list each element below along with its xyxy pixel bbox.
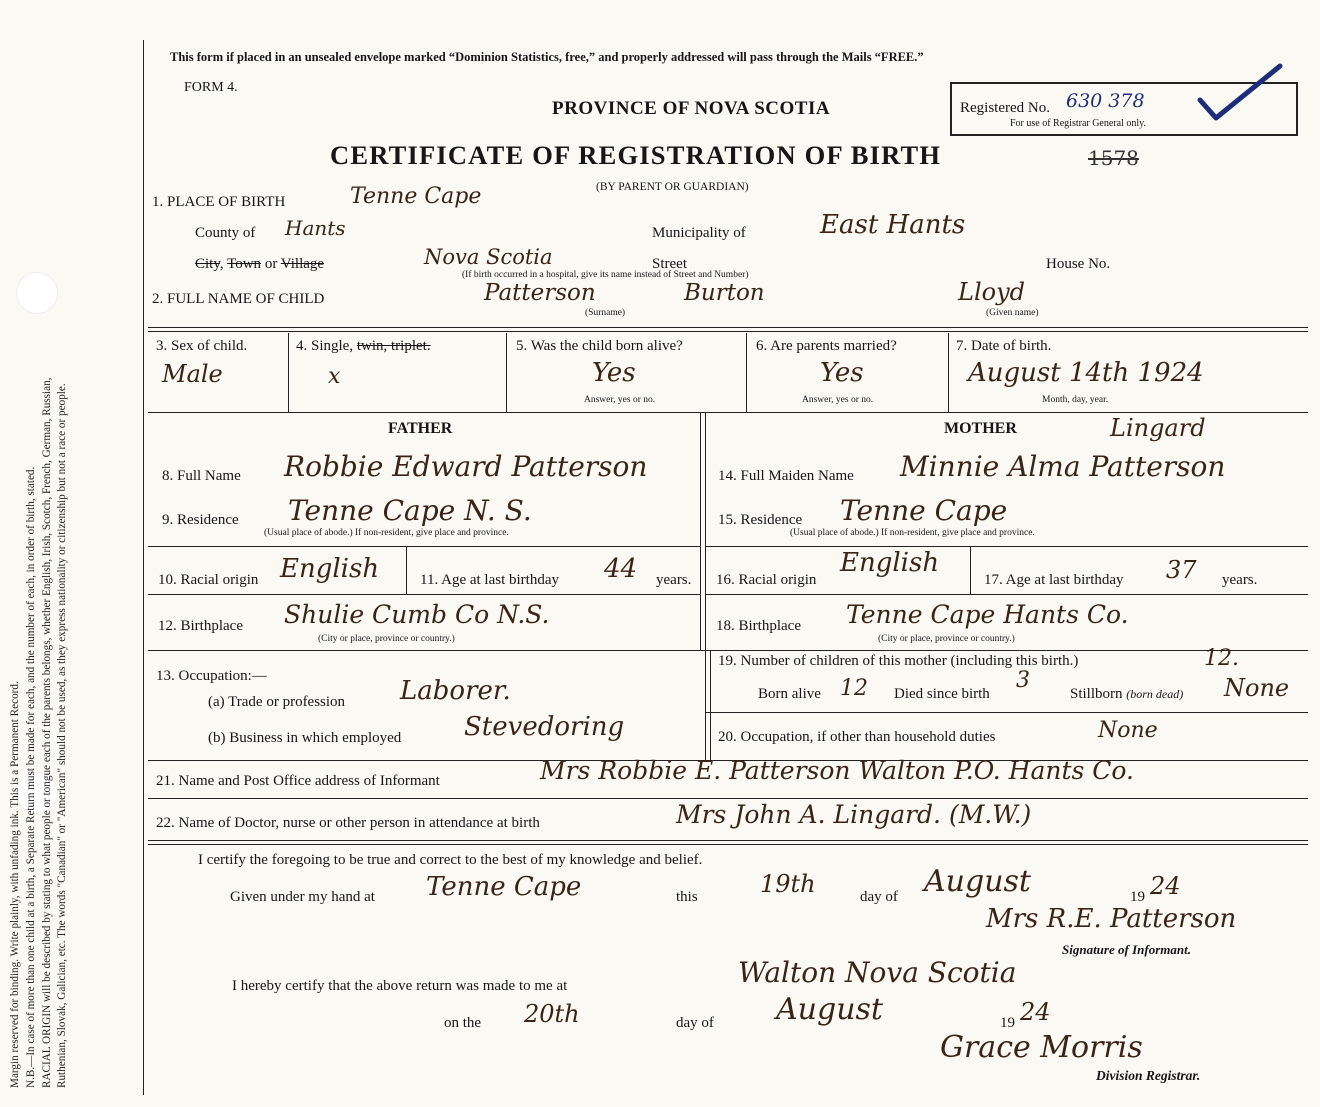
given-place: Tenne Cape [426, 872, 582, 902]
registered-number: 630 378 [1066, 90, 1145, 112]
divider-top-2 [148, 331, 1308, 332]
children-count-label: 19. Number of children of this mother (including this birth.) [718, 653, 1079, 669]
stillborn-value: None [1224, 674, 1290, 702]
mother-occupation-label: 20. Occupation, if other than household duties [718, 729, 996, 745]
on-the-label: on the [444, 1015, 482, 1031]
died-since-birth-label: Died since birth [894, 686, 990, 702]
single-value: x [328, 364, 341, 389]
given-under-hand-label: Given under my hand at [230, 889, 375, 905]
city-label: City [195, 256, 220, 272]
margin-line-4: Ruthenian, Slovak, Galician, etc. The words "Canadian" or "American" should not be used, as they express nationality or citizenship but not a race or people. [56, 383, 69, 1088]
mother-residence-label: 15. Residence [718, 512, 803, 528]
divider-col-2 [506, 333, 507, 413]
registrar-place: Walton Nova Scotia [738, 956, 1017, 989]
title-mark: 1578 [1088, 146, 1139, 170]
father-name-label: 8. Full Name [162, 468, 241, 484]
born-alive-label: 5. Was the child born alive? [516, 338, 683, 354]
date-of-birth-note: Month, day, year. [1042, 395, 1109, 405]
parents-married-note: Answer, yes or no. [802, 395, 874, 405]
margin-line-3: RACIAL ORIGIN will be described by stating to what people or tongue each of the parents belongs, whether English, Irish, Scotch, French, German, Russian, [40, 377, 53, 1088]
divider-col-4 [948, 333, 949, 413]
sex-label: 3. Sex of child. [156, 338, 248, 354]
province-heading: PROVINCE OF NOVA SCOTIA [552, 98, 831, 119]
trade-value: Laborer. [400, 676, 511, 706]
mother-residence-value: Tenne Cape [840, 494, 1008, 527]
mother-residence-note: (Usual place of abode.) If non-resident, give place and province. [790, 528, 1035, 538]
mother-age-label: 17. Age at last birthday [984, 572, 1124, 588]
divider-birthplace [148, 650, 1308, 651]
trade-label: (a) Trade or profession [208, 694, 346, 710]
informant-value: Mrs Robbie E. Patterson Walton P.O. Hants Co. [540, 756, 1134, 785]
father-birthplace-note: (City or place, province or country.) [318, 634, 455, 644]
divider-father-2 [148, 594, 700, 595]
mother-birthplace-value: Tenne Cape Hants Co. [846, 600, 1129, 629]
single-label-a: 4. Single, [296, 338, 354, 354]
born-alive-count-value: 12 [840, 676, 868, 701]
year-prefix: 19 [1130, 889, 1145, 905]
divider-row-details [148, 412, 1308, 413]
date-of-birth-label: 7. Date of birth. [956, 338, 1052, 354]
born-alive-value: Yes [592, 358, 636, 388]
divider-bottom-2 [148, 844, 1308, 845]
mother-racial-value: English [840, 548, 940, 578]
mother-age-unit: years. [1222, 572, 1258, 588]
margin-rule [143, 40, 144, 1095]
children-count-value: 12. [1204, 646, 1239, 671]
divider-informant [148, 798, 1308, 799]
divider-parents-a [700, 412, 701, 650]
divider-top [148, 327, 1308, 328]
divider-bottom [148, 840, 1308, 841]
father-residence-value: Tenne Cape N. S. [288, 494, 532, 527]
divider-father-1 [148, 546, 700, 547]
father-name-value: Robbie Edward Patterson [284, 450, 648, 483]
father-racial-value: English [280, 554, 380, 584]
sex-value: Male [162, 360, 223, 388]
born-alive-note: Answer, yes or no. [584, 395, 656, 405]
stillborn-note: (born dead) [1126, 687, 1184, 701]
divider-mother-1 [705, 546, 1308, 547]
surname-note: (Surname) [585, 308, 626, 318]
stillborn-label [1070, 686, 1183, 703]
town-label: Town [227, 256, 262, 272]
father-birthplace-label: 12. Birthplace [158, 618, 243, 634]
divider-children [705, 712, 1308, 713]
mother-maiden-label: 14. Full Maiden Name [718, 468, 854, 484]
father-heading: FATHER [388, 420, 453, 437]
occupation-label: 13. Occupation:— [156, 668, 267, 684]
certificate-subtitle: (BY PARENT OR GUARDIAN) [596, 181, 749, 193]
mother-occupation-value: None [1098, 718, 1158, 743]
doctor-value: Mrs John A. Lingard. (M.W.) [676, 800, 1032, 829]
child-given-name: Burton [684, 280, 765, 306]
father-age-unit: years. [656, 572, 692, 588]
registered-label: Registered No. [960, 100, 1050, 116]
registration-day-of-label: day of [676, 1015, 714, 1031]
divider-occupation [705, 650, 706, 760]
day-of-label: day of [860, 889, 898, 905]
registrar-statement: I hereby certify that the above return was made to me at [232, 978, 568, 994]
child-name-label: 2. FULL NAME OF CHILD [152, 291, 325, 307]
place-of-birth-value: Tenne Cape [350, 184, 482, 209]
certify-statement: I certify the foregoing to be true and correct to the best of my knowledge and belief. [198, 852, 703, 868]
date-of-birth-value: August 14th 1924 [968, 358, 1204, 388]
divider-mother-age [970, 546, 971, 594]
father-residence-label: 9. Residence [162, 512, 239, 528]
business-value: Stevedoring [464, 712, 625, 742]
or-label: or [264, 256, 278, 272]
died-since-birth-value: 3 [1016, 668, 1030, 693]
single-label-b: twin, triplet. [356, 338, 431, 354]
place-of-birth-label: 1. PLACE OF BIRTH [152, 194, 286, 210]
divider-col-3 [746, 333, 747, 413]
born-alive-count-label: Born alive [758, 686, 821, 702]
margin-line-2: N.B.—In case of more than one child at a birth, a Separate Return must be made for each, and the number of each, in order of birth, stated. [24, 466, 37, 1088]
registrar-signature: Grace Morris [940, 1030, 1143, 1065]
registrar-note: For use of Registrar General only. [1010, 118, 1146, 129]
divider-mother-2 [705, 594, 1308, 595]
registration-day: 20th [524, 1000, 580, 1028]
certificate-title: CERTIFICATE OF REGISTRATION OF BIRTH [330, 140, 942, 170]
city-town-village-label: City, Town or Village [195, 256, 325, 272]
stillborn-label-text: Stillborn [1070, 686, 1123, 702]
division-registrar-label: Division Registrar. [1096, 1068, 1201, 1083]
village-label: Village [280, 256, 325, 272]
municipality-value: East Hants [820, 210, 966, 240]
father-racial-label: 10. Racial origin [158, 572, 259, 588]
registration-year: 24 [1020, 998, 1051, 1026]
doctor-label: 22. Name of Doctor, nurse or other person in attendance at birth [156, 815, 540, 831]
county-label: County of [195, 225, 256, 241]
mother-birthplace-note: (City or place, province or country.) [878, 634, 1015, 644]
given-month: August [924, 864, 1031, 899]
margin-instructions [8, 48, 71, 1088]
street-label: Street [652, 256, 687, 272]
mother-maiden-value: Minnie Alma Patterson [900, 450, 1226, 483]
single-label [296, 338, 431, 355]
mother-age-value: 37 [1166, 556, 1197, 584]
business-label: (b) Business in which employed [208, 730, 402, 746]
divider-father-age [406, 546, 407, 594]
registration-year-prefix: 19 [1000, 1015, 1015, 1031]
county-value: Hants [285, 216, 346, 240]
given-year: 24 [1150, 872, 1181, 900]
given-day: 19th [760, 870, 816, 898]
informant-signature-label: Signature of Informant. [1062, 942, 1191, 957]
mother-racial-label: 16. Racial origin [716, 572, 817, 588]
this-label: this [676, 889, 698, 905]
father-residence-note: (Usual place of abode.) If non-resident, give place and province. [264, 528, 509, 538]
margin-line-1: Margin reserved for binding. Write plainly, with unfading ink. This is a Permanent Record. [9, 681, 21, 1088]
child-given-name-2: Lloyd [958, 278, 1025, 306]
form-number: FORM 4. [184, 80, 238, 95]
given-name-note: (Given name) [986, 308, 1039, 318]
father-birthplace-value: Shulie Cumb Co N.S. [284, 600, 550, 629]
house-no-label: House No. [1046, 256, 1111, 272]
child-surname: Patterson [484, 280, 596, 306]
divider-col-1 [288, 333, 289, 413]
parents-married-label: 6. Are parents married? [756, 338, 897, 354]
mail-notice: This form if placed in an unsealed envelope marked “Dominion Statistics, free,” and properly addressed will pass through the Mails “FREE.” [170, 50, 924, 64]
divider-parents-b [705, 412, 706, 650]
municipality-label: Municipality of [652, 225, 746, 241]
mother-heading: MOTHER [944, 420, 1017, 437]
informant-label: 21. Name and Post Office address of Informant [156, 773, 440, 789]
check-mark-icon [1196, 60, 1286, 122]
father-age-label: 11. Age at last birthday [420, 572, 559, 588]
father-age-value: 44 [604, 554, 638, 584]
hospital-note: (If birth occurred in a hospital, give its name instead of Street and Number) [462, 270, 749, 280]
parents-married-value: Yes [820, 358, 864, 388]
mother-maiden-correction: Lingard [1110, 414, 1206, 442]
informant-signature: Mrs R.E. Patterson [986, 904, 1237, 934]
mother-birthplace-label: 18. Birthplace [716, 618, 801, 634]
city-value: Nova Scotia [424, 245, 553, 269]
divider-occupation-b [710, 650, 711, 760]
registration-month: August [776, 992, 883, 1027]
